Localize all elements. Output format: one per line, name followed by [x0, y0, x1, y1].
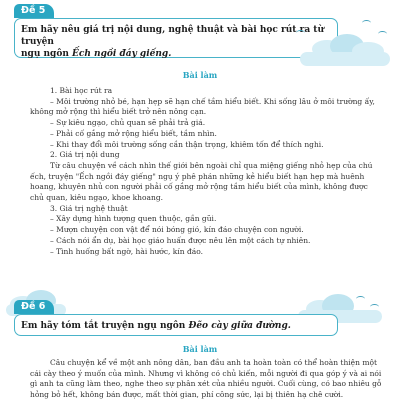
answer-line: – Phải cố gắng mở rộng hiểu biết, tầm nhìn. [50, 128, 217, 138]
answer-line: ếch, truyện "Ếch ngồi đáy giếng" ngụ ý phê phán những kẻ hiểu biết hạn hẹp mà huênh [30, 171, 365, 181]
answer-line: Câu chuyện kể về một anh nông dân, ban đầu anh ta hoàn toàn có thể hoàn thiện một [50, 358, 377, 367]
exercise-6-answer-title: Bài làm [182, 344, 218, 354]
exercise-5-story-title: Ếch ngồi đáy giếng. [72, 49, 172, 59]
answer-line: 2. Giá trị nội dung [50, 150, 120, 160]
exercise-6-tab: Đề 6 [14, 300, 54, 314]
answer-line: – Cách nói ẩn dụ, bài học giáo huấn được nêu lên một cách tự nhiên. [50, 235, 311, 245]
exercise-6-story-title: Đẽo cày giữa đường. [188, 321, 291, 331]
answer-line: – Khi thay đổi môi trường sống cần thận trọng, khiêm tốn để thích nghi. [50, 139, 324, 149]
answer-line: – Xây dựng hình tượng quen thuộc, gần gũi. [50, 214, 217, 224]
answer-line: hỏng bỏ hết, không bán được, mất thời gian, phí công sức, lại bị thiên hạ chê cười. [30, 390, 344, 400]
exercise-6-answer-body [30, 358, 380, 401]
answer-line: – Môi trường nhỏ bé, hạn hẹp sẽ hạn chế tầm hiểu biết. Khi sống lâu ở môi trường ấy, [50, 96, 375, 106]
exercise-5-tab: Đề 5 [14, 4, 54, 18]
exercise-5-prompt-line-1: Em hãy nêu giá trị nội dung, nghệ thuật và bài học rút ra từ truyện [21, 25, 324, 47]
answer-line: chủ quan, kiêu ngạo, khoe khoang. [30, 193, 164, 203]
answer-line: hoang, khuyên nhủ con người phải cố gắng mở rộng tầm hiểu biết của mình, không được [30, 182, 368, 192]
answer-line: cái cày theo ý muốn của mình. Nhưng vì không có chủ kiến, mỗi người đi qua góp ý và ai nói [30, 368, 382, 378]
exercise-6 [0, 290, 400, 400]
answer-line: – Mượn chuyện con vật để nói bóng gió, kín đáo chuyện con người. [50, 225, 304, 235]
answer-line: 1. Bài học rút ra [50, 86, 113, 95]
exercise-5-answer-body [30, 86, 380, 257]
exercise-6-prompt: Em hãy tóm tắt truyện ngụ ngôn Đẽo cày giữa đường. [21, 321, 291, 331]
answer-line: – Tình huống bất ngờ, hài hước, kín đáo. [50, 246, 203, 256]
answer-line: Từ câu chuyện về cách nhìn thế giới bên ngoài chỉ qua miệng giếng nhỏ hẹp của chú [50, 160, 373, 170]
exercise-5-prompt [21, 24, 336, 60]
answer-line: gì anh ta cũng làm theo, nghe theo sự phân xét của nhiều người. Cuối cùng, có bao nhiêu gỗ [30, 379, 382, 389]
exercise-5-answer-title: Bài làm [182, 70, 218, 80]
answer-line: – Sự kiêu ngạo, chủ quan sẽ phải trả giá. [50, 118, 206, 128]
answer-line: không mở rộng thì hiểu biết trở nên nông cạn. [30, 107, 207, 117]
answer-line: 3. Giá trị nghệ thuật [50, 203, 128, 213]
exercise-5-prompt-line-2: ngụ ngôn Ếch ngồi đáy giếng. [21, 49, 172, 59]
